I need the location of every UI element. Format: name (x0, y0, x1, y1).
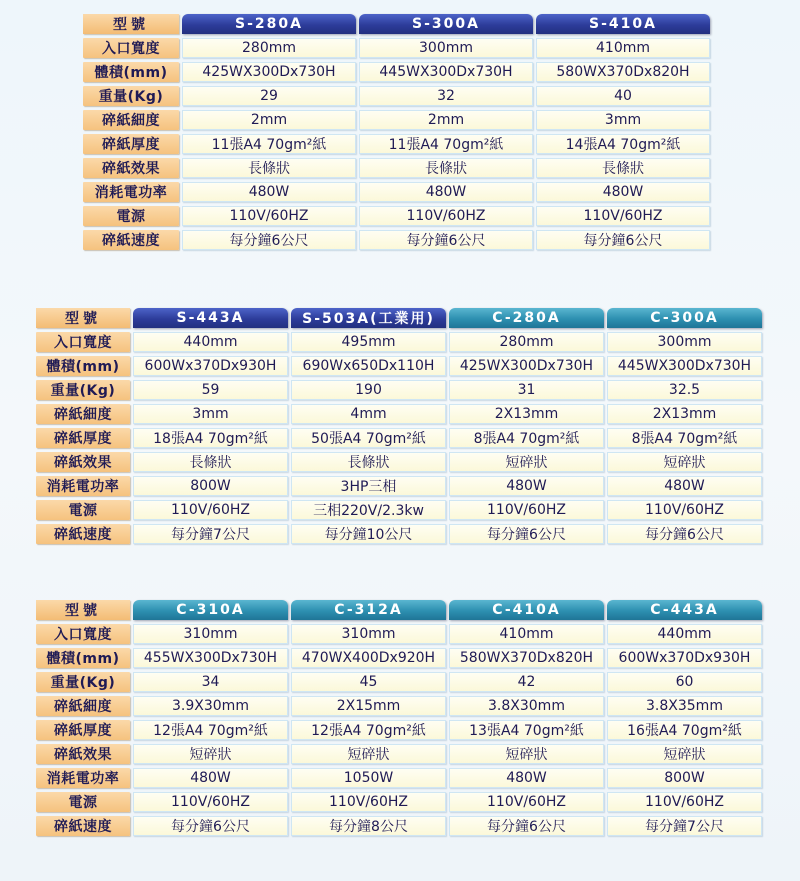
model-header-row (83, 14, 710, 34)
spec-label: 碎紙細度 (36, 404, 130, 424)
spec-value: 425WX300Dx730H (182, 62, 356, 82)
spec-value: 34 (133, 672, 288, 692)
model-name: C-280A (449, 308, 604, 328)
spec-row (83, 134, 710, 154)
spec-value: 690Wx650Dx110H (291, 356, 446, 376)
spec-value: 短碎狀 (291, 744, 446, 764)
model-name: C-310A (133, 600, 288, 620)
spec-value: 三相220V/2.3kw (291, 500, 446, 520)
spec-label: 入口寬度 (36, 624, 130, 644)
spec-row (36, 380, 762, 400)
spec-value: 每分鐘6公尺 (449, 816, 604, 836)
spec-value: 110V/60HZ (359, 206, 533, 226)
model-label: 型號 (83, 14, 179, 34)
spec-value: 每分鐘10公尺 (291, 524, 446, 544)
spec-value: 110V/60HZ (449, 500, 604, 520)
spec-row (83, 158, 710, 178)
spec-value: 短碎狀 (449, 744, 604, 764)
spec-value: 32.5 (607, 380, 762, 400)
spec-value: 495mm (291, 332, 446, 352)
spec-value: 280mm (182, 38, 356, 58)
spec-value: 310mm (133, 624, 288, 644)
spec-value: 480W (449, 476, 604, 496)
spec-row (83, 230, 710, 250)
spec-label: 入口寬度 (36, 332, 130, 352)
spec-row (83, 86, 710, 106)
spec-value: 3mm (536, 110, 710, 130)
spec-value: 110V/60HZ (607, 500, 762, 520)
spec-label: 電源 (36, 792, 130, 812)
spec-row (83, 110, 710, 130)
spec-row (36, 768, 762, 788)
spec-value: 425WX300Dx730H (449, 356, 604, 376)
spec-value: 29 (182, 86, 356, 106)
spec-row (83, 206, 710, 226)
spec-value: 31 (449, 380, 604, 400)
spec-value: 280mm (449, 332, 604, 352)
spec-row (83, 182, 710, 202)
spec-value: 每分鐘6公尺 (607, 524, 762, 544)
spec-value: 長條狀 (133, 452, 288, 472)
spec-value: 480W (536, 182, 710, 202)
spec-value: 14張A4 70gm²紙 (536, 134, 710, 154)
spec-label: 碎紙效果 (83, 158, 179, 178)
model-label: 型號 (36, 600, 130, 620)
spec-table-3 (33, 596, 765, 840)
spec-value: 11張A4 70gm²紙 (359, 134, 533, 154)
spec-value: 480W (607, 476, 762, 496)
spec-value: 長條狀 (536, 158, 710, 178)
spec-label: 體積(mm) (83, 62, 179, 82)
spec-value: 410mm (536, 38, 710, 58)
spec-value: 42 (449, 672, 604, 692)
spec-row (36, 404, 762, 424)
model-label: 型號 (36, 308, 130, 328)
spec-table-1 (80, 10, 713, 254)
spec-value: 每分鐘8公尺 (291, 816, 446, 836)
spec-label: 碎紙厚度 (36, 720, 130, 740)
spec-value: 12張A4 70gm²紙 (133, 720, 288, 740)
spec-row (83, 62, 710, 82)
spec-value: 300mm (607, 332, 762, 352)
spec-label: 重量(Kg) (36, 380, 130, 400)
spec-value: 445WX300Dx730H (607, 356, 762, 376)
spec-value: 2mm (182, 110, 356, 130)
spec-value: 110V/60HZ (607, 792, 762, 812)
spec-value: 59 (133, 380, 288, 400)
model-name: C-312A (291, 600, 446, 620)
spec-value: 580WX370Dx820H (536, 62, 710, 82)
spec-value: 800W (133, 476, 288, 496)
spec-label: 碎紙效果 (36, 744, 130, 764)
spec-value: 600Wx370Dx930H (607, 648, 762, 668)
spec-label: 碎紙厚度 (36, 428, 130, 448)
spec-label: 碎紙細度 (83, 110, 179, 130)
spec-value: 每分鐘6公尺 (536, 230, 710, 250)
spec-row (36, 476, 762, 496)
spec-value: 440mm (607, 624, 762, 644)
spec-value: 短碎狀 (607, 452, 762, 472)
spec-value: 3.8X30mm (449, 696, 604, 716)
spec-value: 300mm (359, 38, 533, 58)
spec-label: 碎紙速度 (36, 816, 130, 836)
spec-value: 455WX300Dx730H (133, 648, 288, 668)
spec-value: 110V/60HZ (133, 792, 288, 812)
spec-row (36, 720, 762, 740)
spec-label: 電源 (36, 500, 130, 520)
spec-value: 2X15mm (291, 696, 446, 716)
spec-value: 1050W (291, 768, 446, 788)
spec-value: 3HP三相 (291, 476, 446, 496)
spec-value: 4mm (291, 404, 446, 424)
spec-value: 40 (536, 86, 710, 106)
spec-row (36, 356, 762, 376)
spec-value: 800W (607, 768, 762, 788)
spec-row (36, 624, 762, 644)
model-name: C-410A (449, 600, 604, 620)
spec-row (36, 792, 762, 812)
spec-value: 310mm (291, 624, 446, 644)
spec-value: 3.9X30mm (133, 696, 288, 716)
spec-row (36, 816, 762, 836)
spec-value: 3mm (133, 404, 288, 424)
spec-row (36, 452, 762, 472)
spec-value: 440mm (133, 332, 288, 352)
spec-value: 短碎狀 (449, 452, 604, 472)
spec-value: 12張A4 70gm²紙 (291, 720, 446, 740)
spec-value: 470WX400Dx920H (291, 648, 446, 668)
spec-value: 600Wx370Dx930H (133, 356, 288, 376)
model-name: S-300A (359, 14, 533, 34)
spec-value: 16張A4 70gm²紙 (607, 720, 762, 740)
spec-value: 60 (607, 672, 762, 692)
spec-label: 體積(mm) (36, 356, 130, 376)
spec-label: 入口寬度 (83, 38, 179, 58)
spec-value: 每分鐘6公尺 (359, 230, 533, 250)
spec-value: 短碎狀 (607, 744, 762, 764)
spec-label: 碎紙細度 (36, 696, 130, 716)
model-name: S-280A (182, 14, 356, 34)
spec-row (36, 428, 762, 448)
spec-label: 碎紙速度 (36, 524, 130, 544)
spec-value: 480W (449, 768, 604, 788)
spec-value: 長條狀 (182, 158, 356, 178)
spec-value: 110V/60HZ (536, 206, 710, 226)
spec-value: 3.8X35mm (607, 696, 762, 716)
spec-label: 消耗電功率 (36, 476, 130, 496)
spec-value: 110V/60HZ (133, 500, 288, 520)
spec-value: 480W (133, 768, 288, 788)
spec-value: 長條狀 (359, 158, 533, 178)
spec-value: 每分鐘6公尺 (182, 230, 356, 250)
spec-value: 2X13mm (607, 404, 762, 424)
spec-row (36, 500, 762, 520)
spec-value: 短碎狀 (133, 744, 288, 764)
model-name: C-443A (607, 600, 762, 620)
spec-label: 碎紙效果 (36, 452, 130, 472)
spec-label: 重量(Kg) (83, 86, 179, 106)
spec-value: 8張A4 70gm²紙 (449, 428, 604, 448)
spec-value: 2mm (359, 110, 533, 130)
spec-value: 32 (359, 86, 533, 106)
spec-value: 每分鐘6公尺 (449, 524, 604, 544)
model-name: S-410A (536, 14, 710, 34)
spec-value: 每分鐘7公尺 (607, 816, 762, 836)
spec-row (36, 648, 762, 668)
spec-value: 2X13mm (449, 404, 604, 424)
spec-value: 8張A4 70gm²紙 (607, 428, 762, 448)
model-header-row (36, 600, 762, 620)
spec-value: 13張A4 70gm²紙 (449, 720, 604, 740)
spec-value: 480W (359, 182, 533, 202)
spec-value: 410mm (449, 624, 604, 644)
spec-value: 445WX300Dx730H (359, 62, 533, 82)
spec-label: 碎紙厚度 (83, 134, 179, 154)
spec-label: 消耗電功率 (83, 182, 179, 202)
spec-value: 每分鐘6公尺 (133, 816, 288, 836)
model-name: S-503A(工業用) (291, 308, 446, 328)
spec-label: 碎紙速度 (83, 230, 179, 250)
spec-row (36, 744, 762, 764)
spec-value: 110V/60HZ (449, 792, 604, 812)
spec-row (83, 38, 710, 58)
spec-label: 體積(mm) (36, 648, 130, 668)
spec-value: 每分鐘7公尺 (133, 524, 288, 544)
model-name: S-443A (133, 308, 288, 328)
spec-value: 480W (182, 182, 356, 202)
spec-value: 長條狀 (291, 452, 446, 472)
spec-label: 消耗電功率 (36, 768, 130, 788)
spec-row (36, 696, 762, 716)
spec-value: 11張A4 70gm²紙 (182, 134, 356, 154)
spec-row (36, 524, 762, 544)
spec-value: 110V/60HZ (291, 792, 446, 812)
spec-table-2 (33, 304, 765, 548)
spec-value: 50張A4 70gm²紙 (291, 428, 446, 448)
spec-value: 110V/60HZ (182, 206, 356, 226)
model-header-row (36, 308, 762, 328)
model-name: C-300A (607, 308, 762, 328)
spec-label: 重量(Kg) (36, 672, 130, 692)
spec-value: 580WX370Dx820H (449, 648, 604, 668)
spec-row (36, 672, 762, 692)
spec-value: 190 (291, 380, 446, 400)
spec-label: 電源 (83, 206, 179, 226)
spec-value: 18張A4 70gm²紙 (133, 428, 288, 448)
spec-row (36, 332, 762, 352)
spec-value: 45 (291, 672, 446, 692)
